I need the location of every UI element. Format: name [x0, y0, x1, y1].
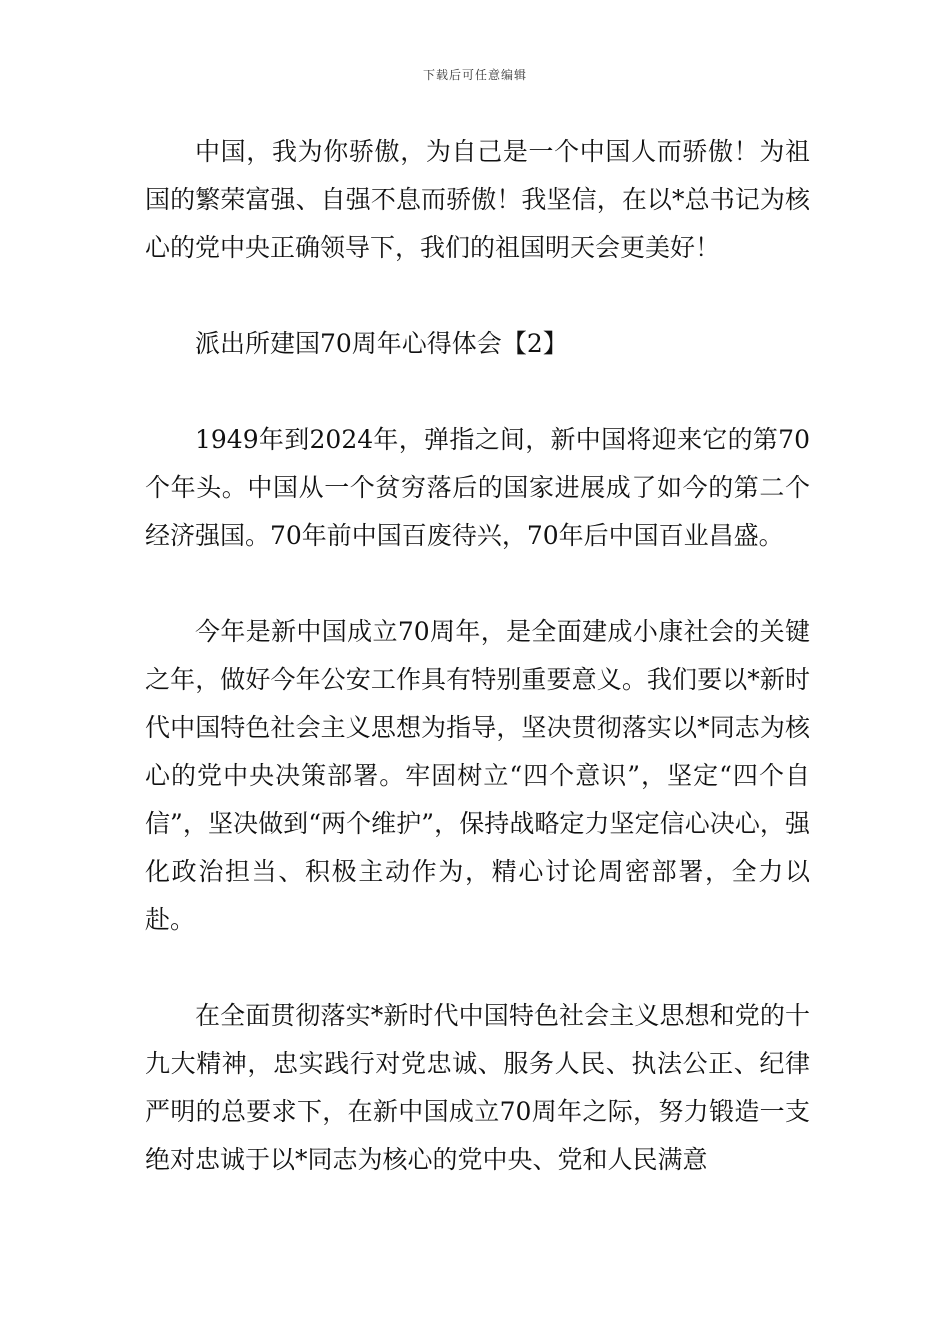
paragraph-history: 1949年到2024年，弹指之间，新中国将迎来它的第70个年头。中国从一个贫穷落后的国家进展成了如今的第二个经济强国。70年前中国百废待兴，70年后中国百业昌盛。 — [145, 425, 810, 550]
section-heading: 派出所建国70周年心得体会【2】 — [195, 329, 568, 358]
document-body — [145, 128, 810, 1232]
paragraph-police-work: 今年是新中国成立70周年，是全面建成小康社会的关键之年，做好今年公安工作具有特别重要意义。我们要以*新时代中国特色社会主义思想为指导，坚决贯彻落实以*同志为核心的党中央决策部署。牢固树立“四个意识”，坚定“四个自信”，坚决做到“两个维护”，保持战略定力坚定信心决心，强化政治担当、积极主动作为，精心讨论周密部署，全力以赴。 — [145, 617, 810, 934]
paragraph-implementation: 在全面贯彻落实*新时代中国特色社会主义思想和党的十九大精神，忠实践行对党忠诚、服务人民、执法公正、纪律严明的总要求下，在新中国成立70周年之际，努力锻造一支绝对忠诚于以*同志为核心的党中央、党和人民满意 — [145, 1001, 810, 1174]
paragraph-pride: 中国，我为你骄傲，为自己是一个中国人而骄傲！为祖国的繁荣富强、自强不息而骄傲！我坚信，在以*总书记为核心的党中央正确领导下，我们的祖国明天会更美好！ — [145, 137, 810, 262]
header-note: 下载后可任意编辑 — [422, 68, 527, 82]
